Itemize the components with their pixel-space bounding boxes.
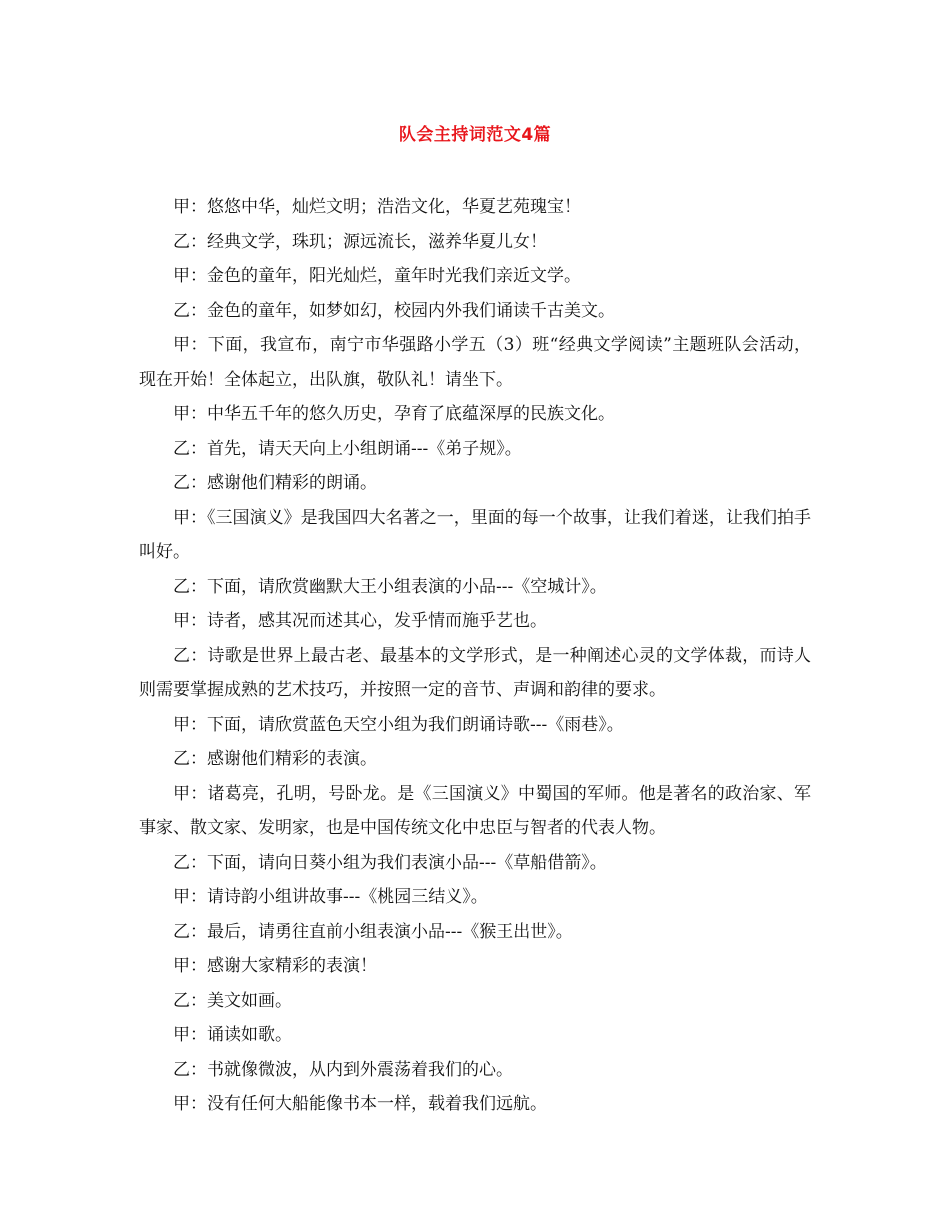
paragraph: 乙：感谢他们精彩的朗诵。 bbox=[173, 473, 377, 493]
paragraph: 甲：诸葛亮，孔明，号卧龙。是《三国演义》中蜀国的军师。他是著名的政治家、军事家、散文家、发明家，也是中国传统文化中忠臣与智者的代表人物。 bbox=[139, 783, 811, 838]
paragraph: 甲：下面，我宣布，南宁市华强路小学五（3）班“经典文学阅读”主题班队会活动，现在开始！全体起立，出队旗，敬队礼！请坐下。 bbox=[139, 335, 811, 390]
paragraph: 甲：下面，请欣赏蓝色天空小组为我们朗诵诗歌---《雨巷》。 bbox=[173, 714, 624, 735]
paragraph: 甲：金色的童年，阳光灿烂，童年时光我们亲近文学。 bbox=[173, 266, 581, 286]
paragraph: 甲：中华五千年的悠久历史，孕育了底蕴深厚的民族文化。 bbox=[173, 404, 615, 424]
paragraph: 甲：没有任何大船能像书本一样，载着我们远航。 bbox=[173, 1094, 547, 1114]
paragraph: 乙：书就像微波，从内到外震荡着我们的心。 bbox=[173, 1059, 513, 1080]
document-body bbox=[139, 190, 811, 1122]
paragraph: 甲：悠悠中华，灿烂文明；浩浩文化，华夏艺苑瑰宝！ bbox=[173, 197, 581, 217]
paragraph: 乙：诗歌是世界上最古老、最基本的文学形式，是一种阐述心灵的文学体裁，而诗人则需要掌握成熟的艺术技巧，并按照一定的音节、声调和韵律的要求。 bbox=[139, 645, 811, 700]
paragraph: 乙：首先，请天天向上小组朗诵---《弟子规》。 bbox=[173, 438, 522, 459]
paragraph: 乙：下面，请向日葵小组为我们表演小品---《草船借箭》。 bbox=[173, 852, 607, 873]
paragraph: 乙：最后，请勇往直前小组表演小品---《猴王出世》。 bbox=[173, 921, 573, 942]
paragraph: 乙：经典文学，珠玑；源远流长，滋养华夏儿女！ bbox=[173, 231, 547, 252]
paragraph: 乙：美文如画。 bbox=[173, 990, 292, 1011]
document-title: 队会主持词范文4篇 bbox=[398, 125, 552, 145]
paragraph: 乙：金色的童年，如梦如幻，校园内外我们诵读千古美文。 bbox=[173, 300, 615, 321]
paragraph: 甲：诗者，感其况而述其心，发乎情而施乎艺也。 bbox=[173, 611, 547, 631]
paragraph: 甲：感谢大家精彩的表演！ bbox=[173, 956, 377, 976]
paragraph: 甲：《三国演义》是我国四大名著之一，里面的每一个故事，让我们着迷，让我们拍手叫好。 bbox=[139, 507, 811, 562]
paragraph: 甲：诵读如歌。 bbox=[173, 1025, 292, 1045]
paragraph: 甲：请诗韵小组讲故事---《桃园三结义》。 bbox=[173, 887, 488, 907]
paragraph: 乙：感谢他们精彩的表演。 bbox=[173, 749, 377, 769]
paragraph: 乙：下面，请欣赏幽默大王小组表演的小品---《空城计》。 bbox=[173, 576, 607, 597]
